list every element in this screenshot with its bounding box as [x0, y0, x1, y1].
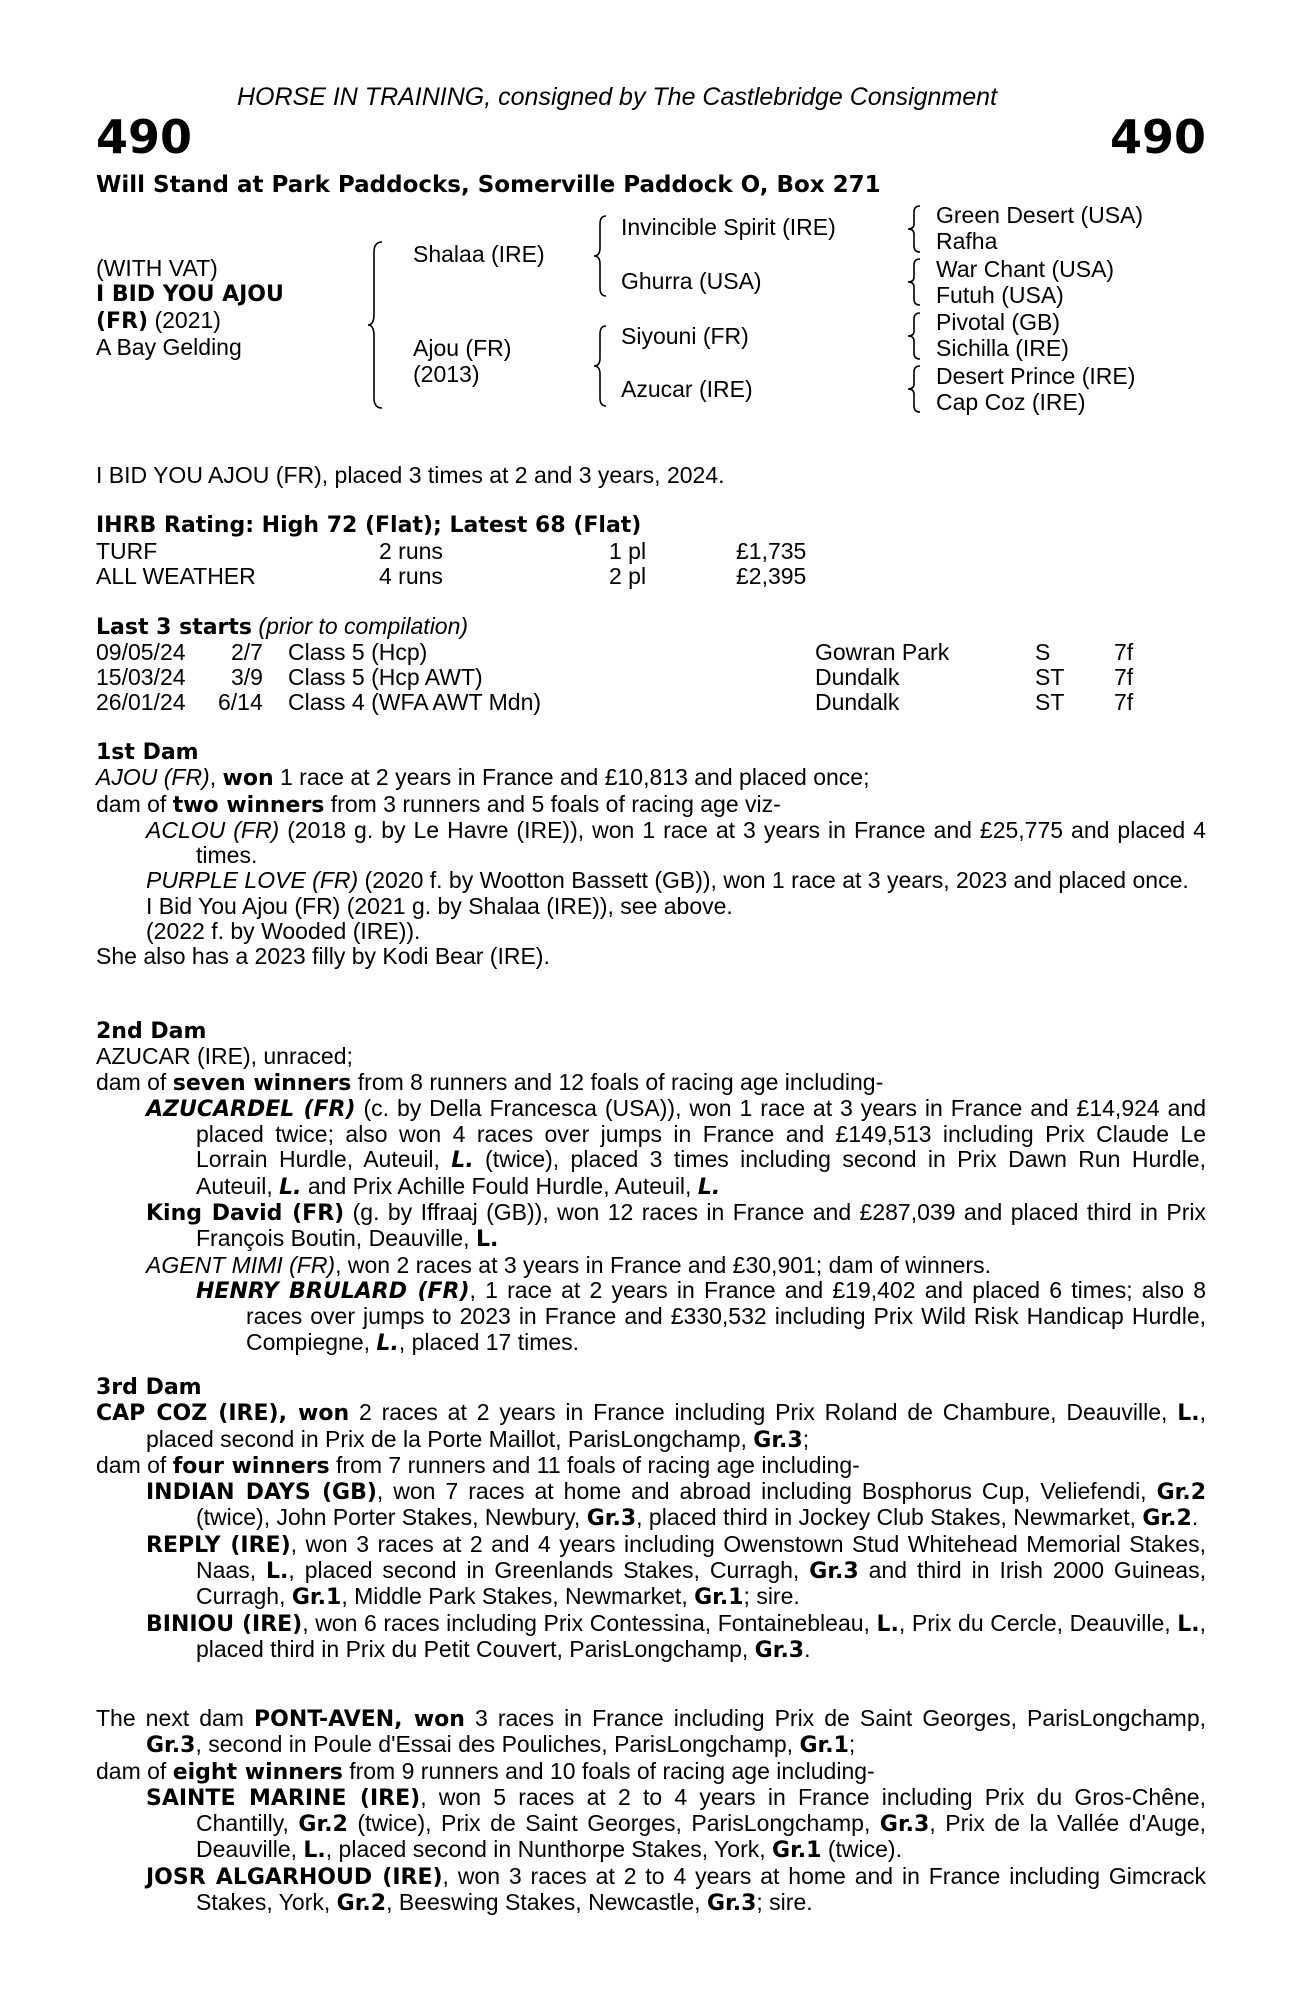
progeny-record: (g. by Iffraaj (GB)), won 12 races in France and £287,039 and placed third in Prix François Boutin, Deauville,	[196, 1199, 1206, 1252]
third-dam-line2	[96, 1453, 1206, 1479]
next-dam-line2	[96, 1759, 1206, 1785]
group-mark: Gr.3	[706, 1891, 757, 1917]
text: The next dam	[96, 1705, 255, 1731]
listed-mark: L.	[1177, 1401, 1200, 1427]
pedigree-brace-g3-3	[908, 311, 922, 361]
text: , second in Poule d'Essai des Pouliches, ParisLongchamp,	[195, 1731, 800, 1758]
pedigree-brace-g3-4	[908, 364, 922, 414]
group-mark: Gr.1	[694, 1585, 744, 1611]
dam-year: (2013)	[413, 361, 480, 387]
g3-ancestor: Desert Prince (IRE)	[936, 363, 1136, 389]
start-date: 09/05/24	[96, 639, 186, 665]
start-date: 26/01/24	[96, 689, 186, 715]
lot-number-right: 490	[1109, 110, 1206, 164]
listed-mark: L.	[279, 1174, 302, 1200]
text: from 7 runners and 11 foals of racing age including-	[329, 1451, 860, 1478]
third-dam-name: CAP COZ (IRE), won	[96, 1401, 350, 1427]
start-race: Class 4 (WFA AWT Mdn)	[288, 689, 542, 715]
progeny-name: AZUCARDEL (FR)	[146, 1096, 356, 1122]
next-dam-line1	[96, 1706, 1206, 1759]
horse-country: (FR)	[96, 309, 149, 334]
progeny-name: PURPLE LOVE (FR)	[146, 867, 359, 894]
progeny-record: , placed 17 times.	[398, 1328, 580, 1355]
start-race: Class 5 (Hcp AWT)	[288, 664, 483, 690]
text: dam of	[96, 1451, 173, 1478]
start-position: 6/14	[218, 689, 263, 715]
progeny-name: SAINTE MARINE (IRE)	[146, 1785, 421, 1811]
progeny-record: , won 6 races including Prix Contessina, Fontainebleau,	[302, 1609, 877, 1636]
text: from 9 runners and 10 foals of racing age including-	[342, 1757, 875, 1784]
progeny-record: , placed second in Greenlands Stakes, Curragh,	[288, 1557, 810, 1584]
progeny-record: , won 3 races at 2 to 4 years at home and in France including Gimcrack Stakes, York,	[196, 1862, 1206, 1916]
group-mark: Gr.2	[298, 1812, 348, 1838]
first-dam-note: She also has a 2023 filly by Kodi Bear (IRE).	[96, 943, 550, 970]
text: 2 races at 2 years in France including Prix Roland de Chambure, Deauville,	[349, 1399, 1178, 1426]
ratings-earnings: £1,735	[736, 538, 807, 564]
sire-dam-name: Ghurra (USA)	[621, 268, 762, 294]
progeny-record: (2018 g. by Le Havre (IRE)), won 1 race at 3 years in France and £25,775 and placed 4 times.	[196, 816, 1206, 869]
start-position: 3/9	[231, 664, 263, 690]
progeny-record: (twice).	[821, 1836, 902, 1863]
progeny-name: JOSR ALGARHOUD (IRE)	[146, 1864, 443, 1890]
group-mark: Gr.3	[809, 1559, 859, 1585]
pedigree-brace-dam	[594, 324, 610, 408]
winners-count: seven winners	[172, 1070, 352, 1096]
last-starts-title	[96, 614, 468, 640]
progeny-record: , won 7 races at home and abroad including Bosphorus Cup, Veliefendi,	[376, 1478, 1157, 1505]
first-dam-name: AJOU (FR)	[96, 764, 210, 791]
start-going: ST	[1035, 689, 1065, 715]
text: from 3 runners and 5 foals of racing age viz-	[324, 790, 781, 817]
sire-sire-name: Invincible Spirit (IRE)	[621, 214, 836, 240]
listed-mark: L.	[376, 1330, 399, 1356]
progeny-name: HENRY BRULARD (FR)	[196, 1278, 470, 1304]
progeny-entry	[96, 1200, 1206, 1253]
pedigree-brace-main	[368, 240, 388, 410]
progeny-record: , Prix de la Vallée d'Auge, Deauville,	[196, 1810, 1206, 1863]
progeny-record: ; sire.	[743, 1583, 800, 1610]
progeny-name: King David (FR)	[146, 1201, 345, 1227]
first-dam-line2	[96, 792, 1206, 818]
progeny-record: , won 5 races at 2 to 4 years in France including Prix du Gros-Chêne, Chantilly,	[196, 1783, 1206, 1837]
g3-ancestor: Sichilla (IRE)	[936, 335, 1069, 361]
group-mark: Gr.1	[799, 1733, 849, 1759]
group-mark: Gr.1	[772, 1838, 822, 1864]
start-race: Class 5 (Hcp)	[288, 639, 428, 665]
next-dam-section	[96, 1706, 1206, 1916]
listed-mark: L.	[451, 1148, 474, 1174]
progeny-record: and Prix Achille Fould Hurdle, Auteuil,	[301, 1172, 698, 1199]
progeny-entry	[96, 818, 1206, 869]
dam-sire-name: Siyouni (FR)	[621, 323, 749, 349]
start-going: S	[1035, 639, 1051, 665]
text: from 8 runners and 12 foals of racing age including-	[351, 1068, 884, 1095]
start-distance: 7f	[1114, 689, 1134, 715]
start-position: 2/7	[231, 639, 263, 665]
progeny-entry	[96, 1479, 1206, 1532]
ratings-runs: 2 runs	[379, 538, 443, 564]
stabling-line: Will Stand at Park Paddocks, Somerville Paddock O, Box 271	[96, 172, 881, 198]
start-going: ST	[1035, 664, 1065, 690]
group-mark: Gr.1	[291, 1585, 342, 1611]
ratings-surface: TURF	[96, 538, 158, 564]
horse-name-line2	[96, 308, 221, 334]
progeny-record: , Beeswing Stakes, Newcastle,	[386, 1889, 707, 1916]
progeny-name: BINIOU (IRE)	[146, 1611, 303, 1637]
sire-name: Shalaa (IRE)	[413, 241, 545, 267]
pedigree-brace-g3-2	[908, 257, 922, 307]
start-date: 15/03/24	[96, 664, 186, 690]
dam-name: Ajou (FR)	[413, 335, 512, 361]
text: dam of	[96, 790, 173, 817]
progeny-record: , won 2 races at 3 years in France and £30,901; dam of winners.	[335, 1251, 991, 1278]
progeny-entry	[96, 1532, 1206, 1611]
group-mark: Gr.3	[146, 1733, 196, 1759]
last-starts-note: (prior to compilation)	[252, 613, 469, 639]
progeny-record: , Prix du Cercle, Deauville,	[898, 1609, 1178, 1636]
progeny-record: (twice), John Porter Stakes, Newbury,	[196, 1504, 587, 1531]
winners-count: four winners	[172, 1453, 330, 1479]
second-dam-line1: AZUCAR (IRE), unraced;	[96, 1043, 353, 1070]
group-mark: Gr.2	[1156, 1480, 1206, 1506]
start-distance: 7f	[1114, 664, 1134, 690]
g3-ancestor: War Chant (USA)	[936, 256, 1115, 282]
first-dam-line1: AJOU (FR), won 1 race at 2 years in France and £10,813 and placed once;	[96, 764, 870, 792]
listed-mark: L.	[697, 1174, 721, 1200]
pedigree-brace-sire	[594, 214, 610, 298]
progeny-entry	[96, 1864, 1206, 1917]
group-mark: Gr.3	[754, 1637, 805, 1663]
group-mark: Gr.3	[753, 1427, 803, 1453]
first-dam-won: won	[222, 766, 274, 792]
progeny-record: ; sire.	[756, 1889, 813, 1916]
start-course: Gowran Park	[815, 639, 950, 665]
progeny-record: .	[804, 1635, 811, 1662]
start-course: Dundalk	[815, 689, 900, 715]
progeny-record: (c. by Della Francesca (USA)), won 1 race at 3 years in France and £14,924 and placed twice; also won 4 races over jumps in France and £149,513 including Prix Claude Le Lorrain Hurdle, Auteuil,	[196, 1094, 1206, 1173]
progeny-name: REPLY (IRE)	[146, 1532, 291, 1558]
vat-note: (WITH VAT)	[96, 255, 218, 281]
winners-count: eight winners	[172, 1759, 343, 1785]
third-dam-heading: 3rd Dam	[96, 1375, 202, 1400]
group-mark: Gr.2	[1142, 1506, 1192, 1532]
consignor-line: HORSE IN TRAINING, consigned by The Castlebridge Consignment	[237, 83, 998, 111]
start-course: Dundalk	[815, 664, 900, 690]
ratings-placed: 2 pl	[609, 563, 647, 589]
progeny-record: , placed third in Jockey Club Stakes, Newmarket,	[636, 1504, 1143, 1531]
text: ;	[802, 1425, 810, 1452]
group-mark: Gr.3	[879, 1812, 930, 1838]
group-mark: Gr.3	[586, 1506, 637, 1532]
g3-ancestor: Rafha	[936, 228, 998, 254]
ratings-title: IHRB Rating: High 72 (Flat); Latest 68 (Flat)	[96, 513, 642, 538]
g3-ancestor: Pivotal (GB)	[936, 309, 1060, 335]
progeny-entry	[96, 868, 1206, 893]
progeny-record: , Middle Park Stakes, Newmarket,	[341, 1583, 695, 1610]
progeny-record: (twice), Prix de Saint Georges, ParisLongchamp,	[347, 1810, 880, 1837]
progeny-name: ACLOU (FR)	[146, 816, 280, 843]
pedigree-brace-g3-1	[908, 204, 922, 254]
ratings-surface: ALL WEATHER	[96, 563, 256, 589]
first-dam-section	[96, 740, 1206, 970]
second-dam-heading: 2nd Dam	[96, 1019, 207, 1044]
g3-ancestor: Futuh (USA)	[936, 282, 1064, 308]
horse-year: (2021)	[148, 307, 221, 333]
progeny-entry: I Bid You Ajou (FR) (2021 g. by Shalaa (IRE)), see above.	[146, 892, 733, 919]
progeny-record: .	[1191, 1504, 1199, 1531]
progeny-entry	[96, 1096, 1206, 1200]
text: , placed second in Prix de la Porte Maillot, ParisLongchamp,	[146, 1399, 1206, 1452]
progeny-record: , won 3 races at 2 and 4 years including Owenstown Stud Whitehead Memorial Stakes, Naas,	[196, 1530, 1206, 1584]
last-starts-heading: Last 3 starts	[96, 615, 253, 640]
text: dam of	[96, 1757, 173, 1784]
progeny-record: (2020 f. by Wootton Bassett (GB)), won 1 race at 3 years, 2023 and placed once.	[358, 867, 1189, 894]
group-mark: Gr.2	[336, 1891, 387, 1917]
winners-count: two winners	[172, 792, 325, 818]
progeny-name: AGENT MIMI (FR)	[146, 1251, 336, 1278]
listed-mark: L.	[303, 1838, 326, 1864]
progeny-record: , 1 race at 2 years in France and £19,402 and placed 6 times; also 8 races over jumps to 2023 in France and £330,532 including Prix Wild Risk Handicap Hurdle, Compiegne,	[246, 1276, 1206, 1355]
text: dam of	[96, 1068, 173, 1095]
third-dam-line1	[96, 1400, 1206, 1453]
listed-mark: L.	[1177, 1611, 1200, 1637]
second-dam-section	[96, 1019, 1206, 1356]
dam-dam-name: Azucar (IRE)	[621, 376, 753, 402]
text: 3 races in France including Prix de Saint Georges, ParisLongchamp,	[464, 1705, 1207, 1731]
grand-progeny-entry	[96, 1278, 1206, 1356]
progeny-record: , placed second in Nunthorpe Stakes, York,	[325, 1836, 773, 1863]
listed-mark: L.	[876, 1611, 899, 1637]
listed-mark: L.	[266, 1559, 289, 1585]
horse-name: I BID YOU AJOU	[96, 282, 284, 307]
progeny-entry	[96, 1785, 1206, 1864]
progeny-record: and third in Irish 2000 Guineas, Curragh,	[196, 1557, 1206, 1610]
ratings-earnings: £2,395	[736, 563, 807, 589]
progeny-entry	[96, 1253, 1206, 1278]
ratings-runs: 4 runs	[379, 563, 443, 589]
text: ;	[848, 1731, 856, 1758]
progeny-record: , placed third in Prix du Petit Couvert, ParisLongchamp,	[196, 1609, 1206, 1662]
g3-ancestor: Cap Coz (IRE)	[936, 389, 1086, 415]
second-dam-line2	[96, 1070, 1206, 1096]
horse-description: A Bay Gelding	[96, 334, 242, 360]
progeny-record: (twice), placed 3 times including second in Prix Dawn Run Hurdle, Auteuil,	[196, 1146, 1206, 1199]
start-distance: 7f	[1114, 639, 1134, 665]
third-dam-section	[96, 1375, 1206, 1663]
first-dam-heading: 1st Dam	[96, 740, 199, 765]
next-dam-name: PONT-AVEN, won	[254, 1707, 465, 1732]
race-summary: I BID YOU AJOU (FR), placed 3 times at 2 and 3 years, 2024.	[96, 462, 725, 488]
listed-mark: L.	[475, 1227, 499, 1253]
first-dam-record: 1 race at 2 years in France and £10,813 and placed once;	[273, 764, 870, 791]
progeny-entry: (2022 f. by Wooded (IRE)).	[146, 918, 421, 945]
progeny-entry	[96, 1611, 1206, 1664]
ratings-placed: 1 pl	[609, 538, 647, 564]
progeny-name: INDIAN DAYS (GB)	[146, 1480, 377, 1506]
g3-ancestor: Green Desert (USA)	[936, 202, 1144, 228]
lot-number-left: 490	[96, 110, 193, 164]
